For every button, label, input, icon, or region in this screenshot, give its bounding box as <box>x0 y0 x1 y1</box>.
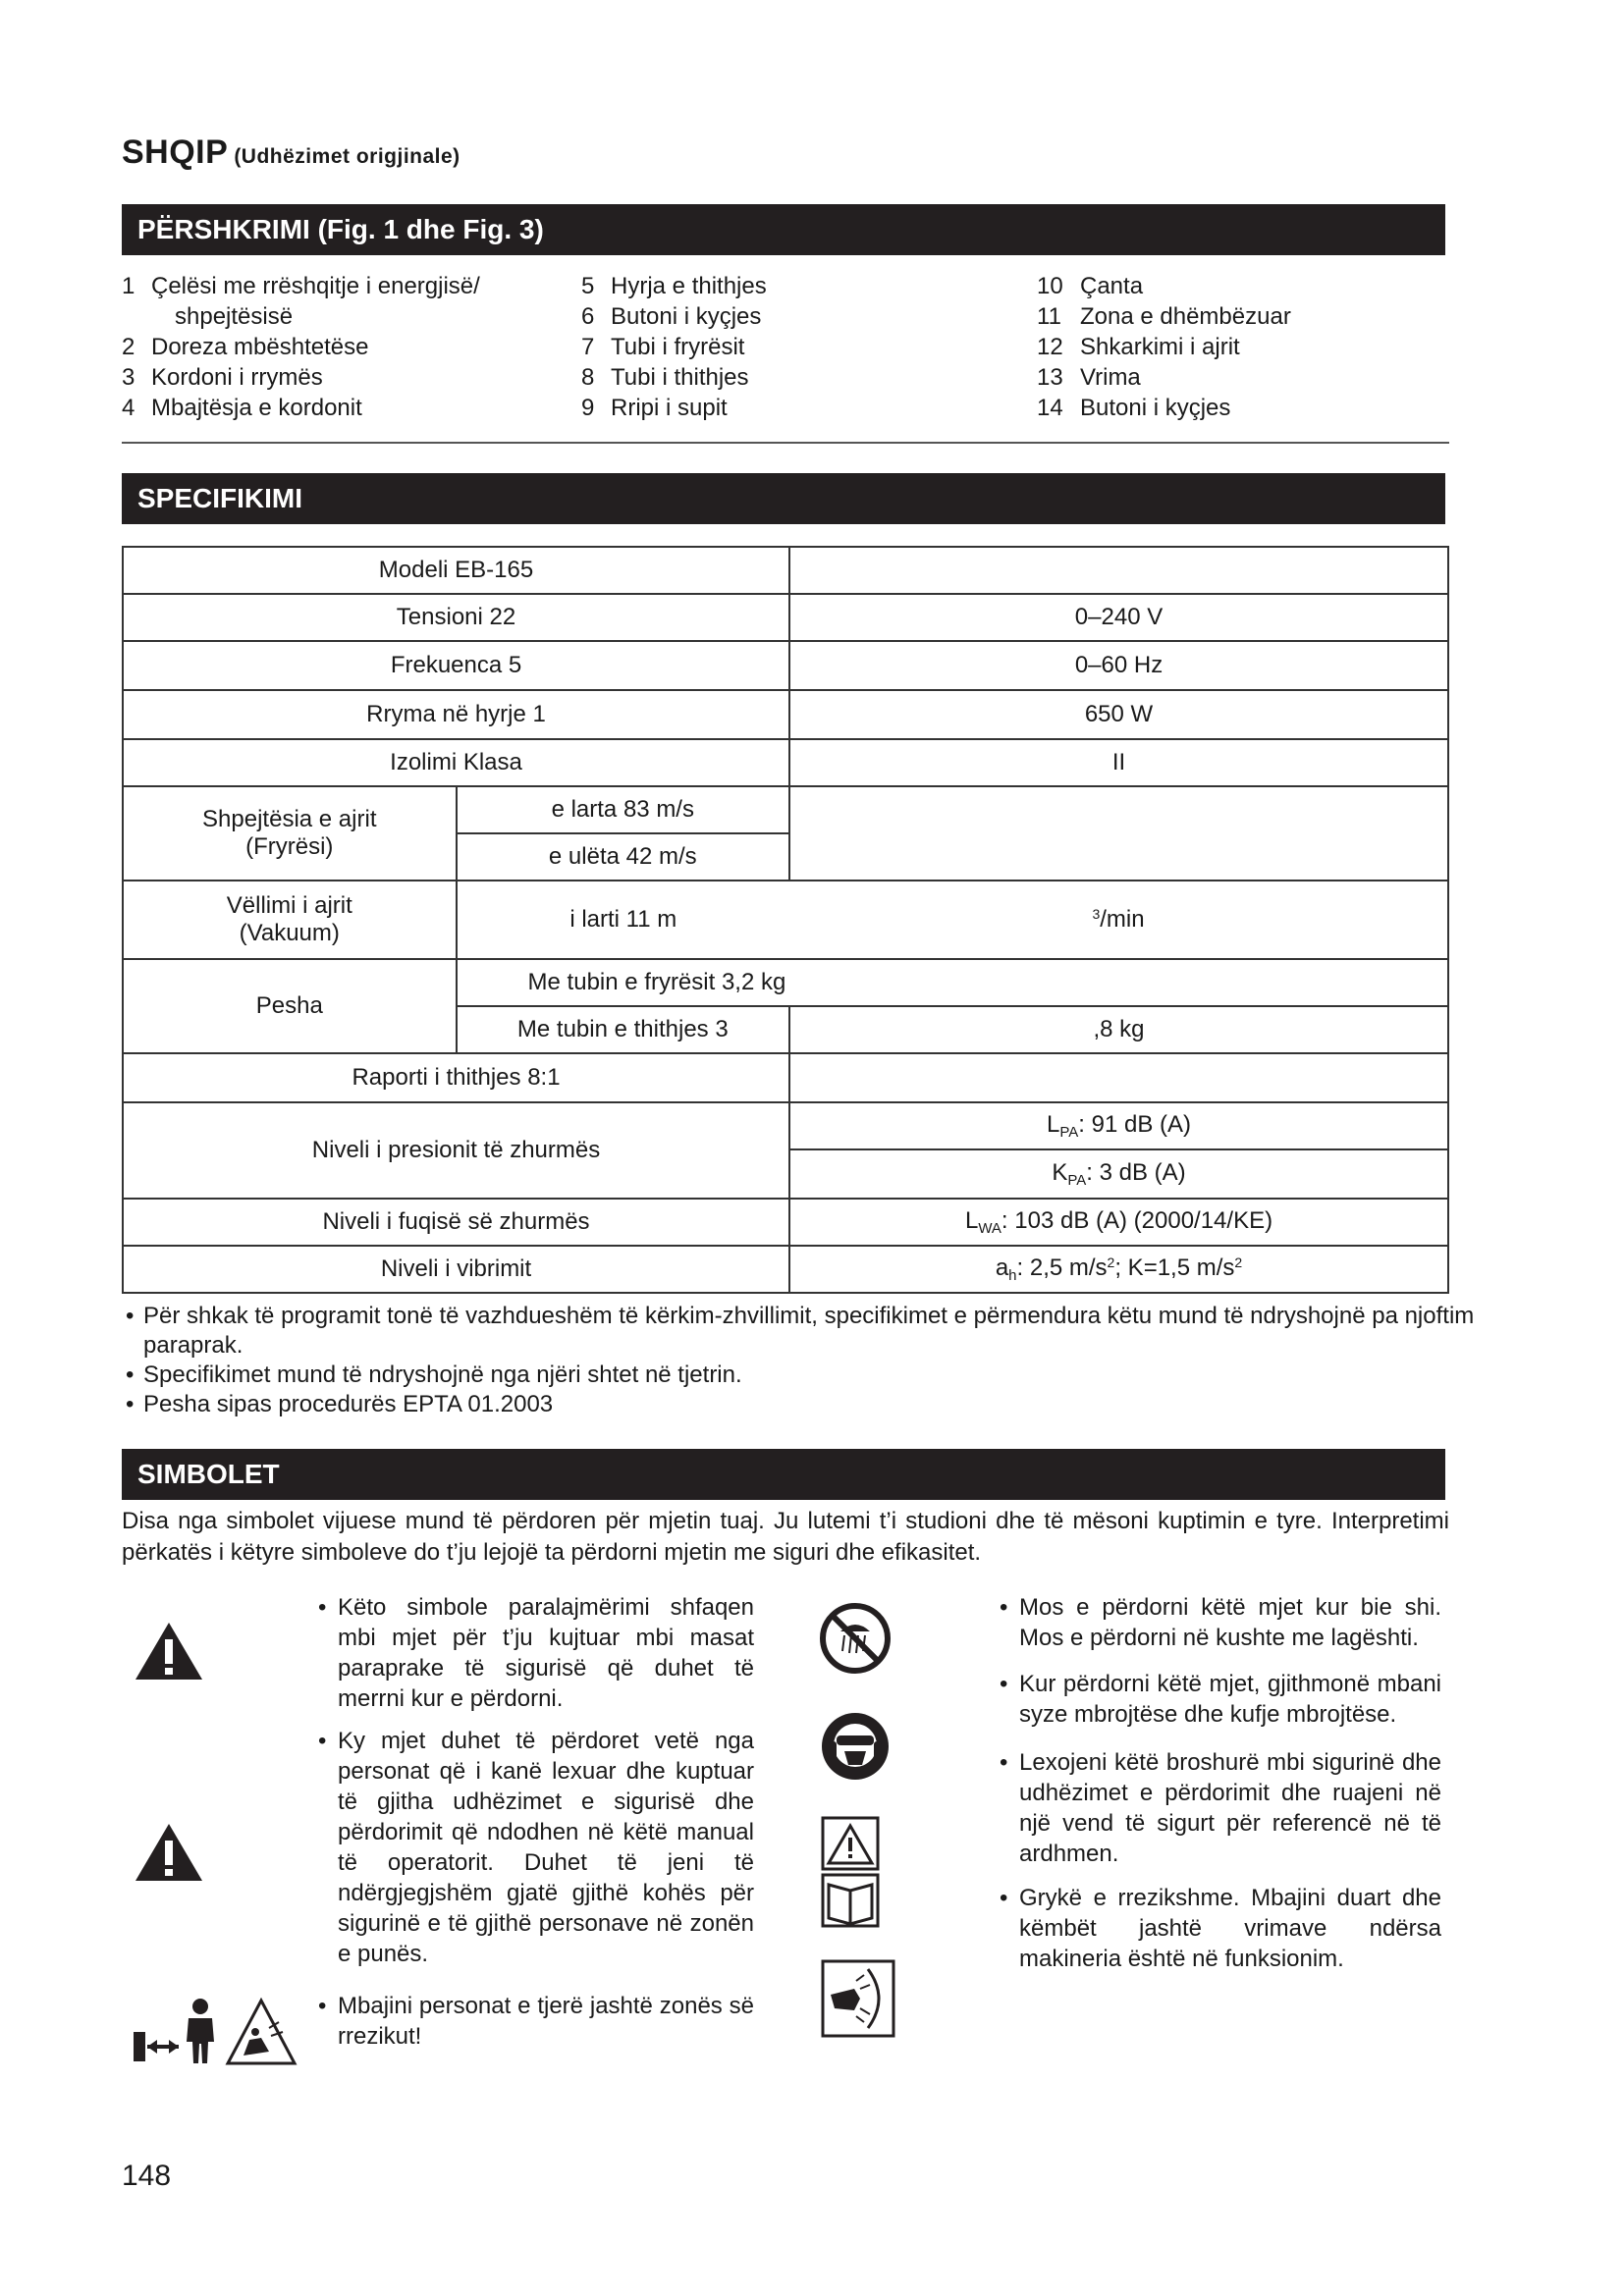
symbol-description: • Ky mjet duhet të përdoret vetë nga personat që i kanë lexuar dhe kuptuar të gjitha udhëzimet e sigurisë dhe përdorimit që ndodhen në këtë manual të operatorit. Duhet të jeni të ndërgjegjshëm gjatë gjithë kohës për sigurinë e të gjithë personave në zonën e punës. <box>316 1726 754 1969</box>
spec-sound-power-label: Niveli i fuqisë së zhurmës <box>123 1199 789 1246</box>
symbols-intro: Disa nga simbolet vijuese mund të përdoren për mjetin tuaj. Ju lutemi t’i studioni dhe të mësoni kuptimin e tyre. Interpretimi përkatës i këtyre simboleve do t’ju lejojë ta përdorni mjetin me siguri dhe efikasitet. <box>122 1508 1449 1566</box>
table-row <box>123 881 1448 959</box>
note-item: • Specifikimet mund të ndryshojnë nga njëri shtet në tjetrin. <box>122 1361 1496 1390</box>
spec-insulation-label: Izolimi Klasa <box>123 739 789 786</box>
spec-airvolume-unit: $^3$/min <box>789 881 1448 959</box>
table-row <box>123 641 1448 690</box>
parts-list-col-3 <box>1037 271 1291 423</box>
list-item: 14 Butoni i kyçjes <box>1037 395 1231 421</box>
divider <box>122 442 1449 444</box>
list-item: 13 Vrima <box>1037 364 1141 391</box>
spec-lpa-value: $L_{PA}$: 91 dB (A) <box>789 1102 1448 1149</box>
dangerous-nozzle-icon <box>821 1959 895 2038</box>
spec-lwa-value: $L_{WA}$: 103 dB (A) (2000/14/KE) <box>789 1199 1448 1246</box>
language-title: SHQIP <box>122 133 229 171</box>
list-item: 5 Hyrja e thithjes <box>581 273 767 299</box>
note-item: • Pesha sipas procedurës EPTA 01.2003 <box>122 1390 1496 1419</box>
list-item: 1 Çelësi me rrëshqitje i energjisë/ <box>122 273 480 299</box>
spec-kpa-value: $K_{PA}$: 3 dB (A) <box>789 1149 1448 1199</box>
list-item: 4 Mbajtësja e kordonit <box>122 395 362 421</box>
table-row <box>123 1053 1448 1102</box>
spec-airspeed-value <box>789 786 1448 881</box>
section-symbols-title: SIMBOLET <box>122 1449 1445 1500</box>
page-number: 148 <box>122 2160 172 2192</box>
wear-goggles-ear-protection-icon <box>819 1710 892 1783</box>
symbol-description: • Grykë e rrezikshme. Mbajini duart dhe këmbët jashtë vrimave ndërsa makineria është në funksionim. <box>998 1883 1441 1974</box>
table-row <box>123 1102 1448 1149</box>
spec-notes <box>122 1302 1496 1419</box>
list-item: 2 Doreza mbështetëse <box>122 334 369 360</box>
list-item: shpejtësisë <box>175 303 294 330</box>
spec-vibration-label: Niveli i vibrimit <box>123 1246 789 1293</box>
read-manual-icon <box>821 1816 880 1930</box>
warning-triangle-icon <box>134 1821 204 1884</box>
spec-voltage-label: Tensioni 22 <box>123 594 789 641</box>
spec-frequency-label: Frekuenca 5 <box>123 641 789 690</box>
spec-suction-ratio-value <box>789 1053 1448 1102</box>
keep-bystanders-away-icon <box>132 1993 298 2071</box>
spec-airvolume-label: Vëllimi i ajrit (Vakuum) <box>123 881 457 959</box>
table-row <box>123 739 1448 786</box>
no-rain-icon <box>819 1602 892 1675</box>
spec-weight-suction: Me tubin e thithjes 3 <box>457 1006 789 1053</box>
list-item: 6 Butoni i kyçjes <box>581 303 762 330</box>
table-row <box>123 1246 1448 1293</box>
list-item: 3 Kordoni i rrymës <box>122 364 323 391</box>
spec-airspeed-high: e larta 83 m/s <box>457 786 789 833</box>
table-row <box>123 959 1448 1006</box>
list-item: 9 Rripi i supit <box>581 395 728 421</box>
parts-list-col-1 <box>122 271 480 423</box>
symbol-description: • Mbajini personat e tjerë jashtë zonës së rrezikut! <box>316 1991 754 2052</box>
spec-insulation-value: II <box>789 739 1448 786</box>
spec-airvolume-high: i larti 11 m <box>457 881 789 959</box>
language-subtitle: (Udhëzimet origjinale) <box>234 145 460 168</box>
symbol-description: • Këto simbole paralajmërimi shfaqen mbi mjet për t’ju kujtuar mbi masat paraprake të sigurisë që duhet të merrni kur e përdorni. <box>316 1592 754 1714</box>
table-row <box>123 547 1448 594</box>
section-specification-title: SPECIFIKIMI <box>122 473 1445 524</box>
list-item: 8 Tubi i thithjes <box>581 364 749 391</box>
table-row <box>123 1199 1448 1246</box>
symbols-left-text <box>316 1592 754 2052</box>
list-item: 10 Çanta <box>1037 273 1144 299</box>
spec-weight-blower: Me tubin e fryrësit 3,2 kg <box>457 959 1448 1006</box>
spec-model: Modeli EB-165 <box>123 547 789 594</box>
spec-input-value: 650 W <box>789 690 1448 739</box>
table-row <box>123 786 1448 833</box>
spec-input-label: Rryma në hyrje 1 <box>123 690 789 739</box>
spec-weight-suction-value: ,8 kg <box>789 1006 1448 1053</box>
parts-list-col-2 <box>581 271 767 423</box>
spec-frequency-value: 0–60 Hz <box>789 641 1448 690</box>
spec-suction-ratio: Raporti i thithjes 8:1 <box>123 1053 789 1102</box>
list-item: 11 Zona e dhëmbëzuar <box>1037 303 1291 330</box>
list-item: 7 Tubi i fryrësit <box>581 334 745 360</box>
spec-weight-label: Pesha <box>123 959 457 1053</box>
specification-table <box>122 546 1449 1294</box>
list-item: 12 Shkarkimi i ajrit <box>1037 334 1240 360</box>
note-item: • Për shkak të programit tonë të vazhdueshëm të kërkim-zhvillimit, specifikimet e përmendura këtu mund të ndryshojnë pa njoftim paraprak. <box>122 1302 1496 1361</box>
symbol-description: • Lexojeni këtë broshurë mbi sigurinë dhe udhëzimet e përdorimit dhe ruajeni në një vend të sigurt për referencë në të ardhmen. <box>998 1747 1441 1869</box>
spec-model-value <box>789 547 1448 594</box>
table-row <box>123 594 1448 641</box>
table-row <box>123 690 1448 739</box>
symbol-description: • Mos e përdorni këtë mjet kur bie shi. Mos e përdorni në kushte me lagështi. <box>998 1592 1441 1653</box>
warning-triangle-icon <box>134 1620 204 1682</box>
spec-airspeed-low: e ulëta 42 m/s <box>457 833 789 881</box>
language-header <box>122 133 460 172</box>
spec-vibration-value: $a_h$: 2,5 $m/s^2$; K=1,5 $m/s^2$ <box>789 1246 1448 1293</box>
symbols-right-text <box>998 1592 1441 1974</box>
spec-sound-pressure-label: Niveli i presionit të zhurmës <box>123 1102 789 1199</box>
spec-airspeed-label: Shpejtësia e ajrit (Fryrësi) <box>123 786 457 881</box>
symbol-description: • Kur përdorni këtë mjet, gjithmonë mbani syze mbrojtëse dhe kufje mbrojtëse. <box>998 1669 1441 1730</box>
spec-voltage-value: 0–240 V <box>789 594 1448 641</box>
section-description-title: PËRSHKRIMI (Fig. 1 dhe Fig. 3) <box>122 204 1445 255</box>
